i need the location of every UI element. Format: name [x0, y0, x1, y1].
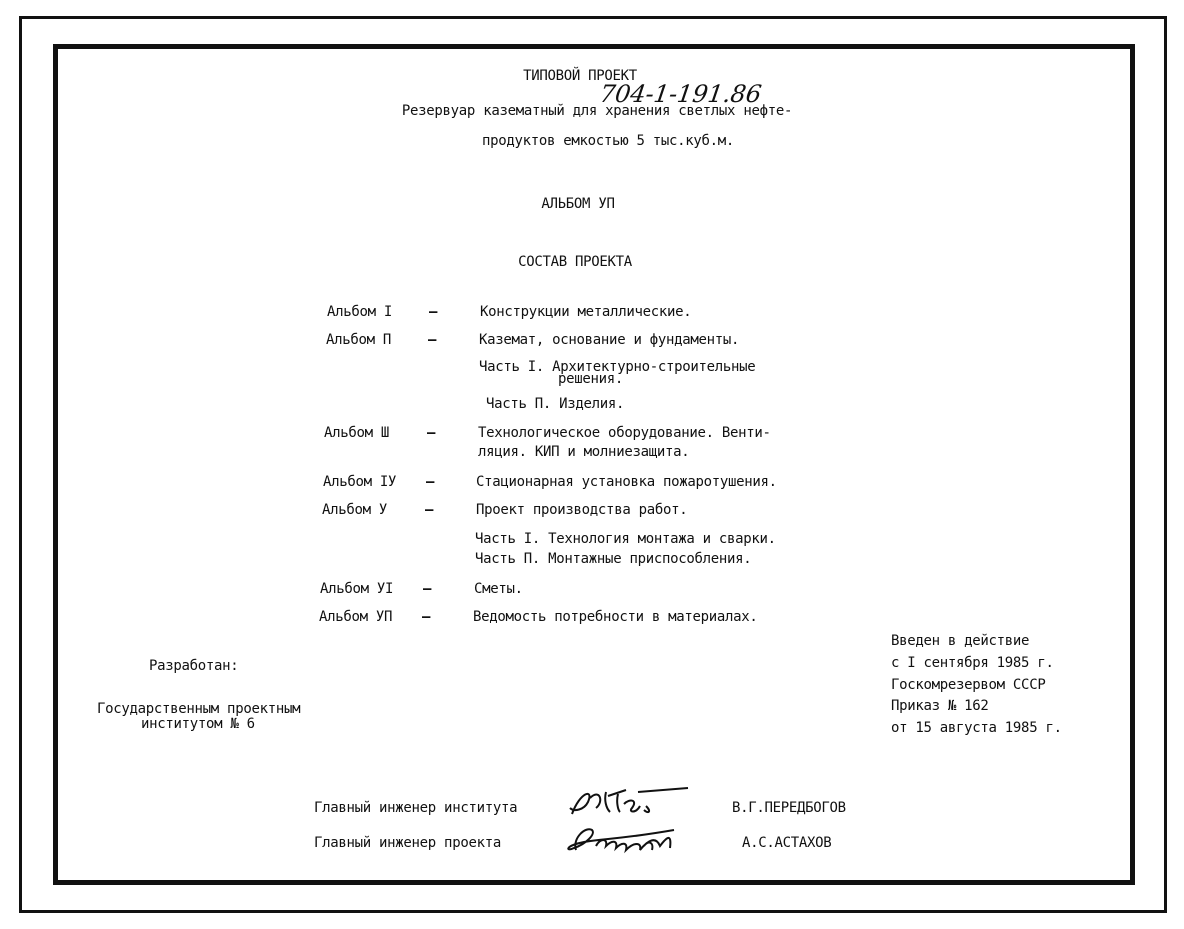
- handwritten-signature-icon: [560, 784, 695, 820]
- project-number: 704-1-191.86: [598, 80, 764, 108]
- enacted-line-5: от 15 августа 1985 г.: [891, 720, 1062, 736]
- inner-border: [53, 44, 1135, 885]
- signature-role: Главный инженер проекта: [314, 835, 501, 851]
- album-description: ляция. КИП и молниезащита.: [478, 444, 690, 460]
- developer-org-line-2: институтом № 6: [141, 716, 255, 732]
- title-line-1: Резервуар казематный для хранения светлых нефте-: [401, 103, 793, 119]
- album-label: АЛЬБОМ УП: [541, 196, 615, 212]
- signature-role: Главный инженер института: [314, 800, 518, 816]
- enacted-line-3: Госкомрезервом СССР: [891, 677, 1046, 693]
- handwritten-signature-icon: [556, 820, 696, 856]
- album-description: Технологическое оборудование. Венти-: [478, 425, 771, 441]
- album-part: Часть I. Технология монтажа и сварки.: [475, 531, 776, 547]
- album-name: Альбом I: [327, 304, 393, 320]
- developed-label: Разработан:: [149, 658, 239, 674]
- album-part: решения.: [558, 371, 624, 387]
- album-description: Сметы.: [474, 581, 523, 597]
- album-name: Альбом П: [326, 332, 392, 348]
- enacted-line-1: Введен в действие: [891, 633, 1030, 649]
- album-name: Альбом УП: [319, 609, 393, 625]
- developer-org-line-1: Государственным проектным: [97, 701, 301, 717]
- album-dash: –: [425, 502, 434, 518]
- album-dash: –: [427, 425, 436, 441]
- album-dash: –: [429, 304, 438, 320]
- album-part: Часть I. Архитектурно-строительные: [479, 359, 756, 375]
- title-line-2: продуктов емкостью 5 тыс.куб.м.: [482, 133, 734, 149]
- album-name: Альбом Ш: [324, 425, 390, 441]
- album-description: Конструкции металлические.: [480, 304, 692, 320]
- album-dash: –: [428, 332, 437, 348]
- album-part: Часть П. Монтажные приспособления.: [475, 551, 752, 567]
- enacted-line-2: с I сентября 1985 г.: [891, 655, 1054, 671]
- album-part: Часть П. Изделия.: [486, 396, 625, 412]
- album-description: Каземат, основание и фундаменты.: [479, 332, 740, 348]
- album-dash: –: [422, 609, 431, 625]
- album-description: Ведомость потребности в материалах.: [473, 609, 758, 625]
- album-name: Альбом У: [322, 502, 388, 518]
- signatory-name: В.Г.ПЕРЕДБОГОВ: [732, 800, 846, 816]
- album-name: Альбом УI: [320, 581, 394, 597]
- album-description: Проект производства работ.: [476, 502, 688, 518]
- album-description: Стационарная установка пожаротушения.: [476, 474, 777, 490]
- enacted-line-4: Приказ № 162: [891, 698, 989, 714]
- album-dash: –: [423, 581, 432, 597]
- signatory-name: А.С.АСТАХОВ: [742, 835, 832, 851]
- composition-heading: СОСТАВ ПРОЕКТА: [518, 254, 632, 270]
- type-project-label: ТИПОВОЙ ПРОЕКТ: [523, 68, 637, 84]
- album-name: Альбом IУ: [323, 474, 397, 490]
- album-dash: –: [426, 474, 435, 490]
